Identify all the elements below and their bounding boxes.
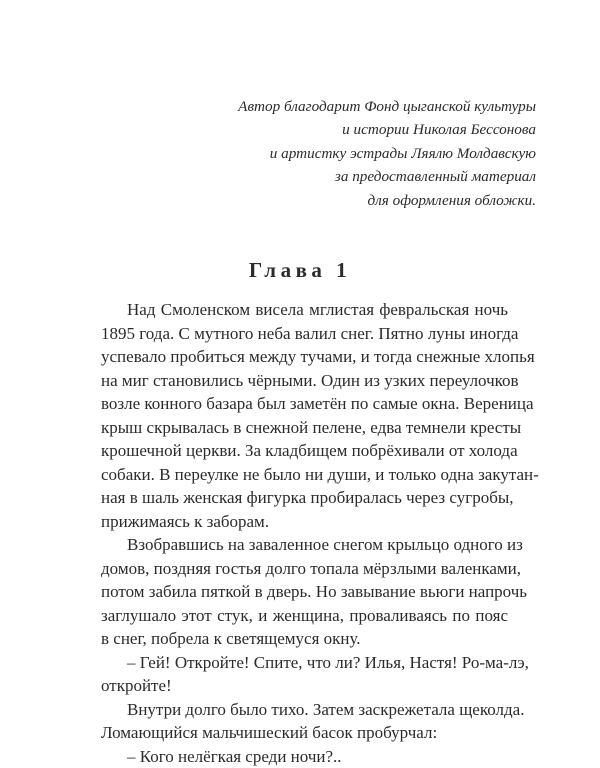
text-line: Над Смоленском висела мглистая февральская ночь [101,298,508,322]
text-line: откройте! [101,674,508,698]
dedication-block [176,95,536,212]
dedication-line: за предоставленный материал [176,165,536,188]
text-line: домов, поздняя гостья долго топала мёрзлыми валенками, [101,557,508,581]
chapter-title: Глава 1 [0,258,600,283]
text-line: собаки. В переулке не было ни души, и только одна закутан- [101,463,508,487]
text-line: – Гей! Откройте! Спите, что ли? Илья, Настя! Ро-ма-лэ, [101,651,508,675]
text-line: крошечной церкви. За кладбищем побрёхивали от холода [101,439,508,463]
text-line: на миг становились чёрными. Один из узких переулочков [101,369,508,393]
dedication-line: и артистку эстрады Ляялю Молдавскую [176,142,536,165]
text-line: возле конного базара был заметён по самые окна. Вереница [101,392,508,416]
text-line: – Кого нелёгкая среди ночи?.. [101,745,508,768]
dedication-line: Автор благодарит Фонд цыганской культуры [176,95,536,118]
paragraph [101,298,508,533]
paragraph [101,533,508,651]
paragraph [101,698,508,745]
text-line: успевало пробиться между тучами, и тогда снежные хлопья [101,345,508,369]
text-line: 1895 года. С мутного неба валил снег. Пятно луны иногда [101,322,508,346]
text-line: крыш скрывалась в снежной пелене, едва темнели кресты [101,416,508,440]
text-line: Внутри долго было тихо. Затем заскрежетала щеколда. [101,698,508,722]
paragraph [101,745,508,768]
text-line: заглушало этот стук, и женщина, проваливаясь по пояс [101,604,508,628]
text-line: в снег, побрела к светящемуся окну. [101,627,508,651]
paragraph [101,651,508,698]
text-line: Ломающийся мальчишеский басок пробурчал: [101,721,508,745]
dedication-line: и истории Николая Бессонова [176,118,536,141]
dedication-line: для оформления обложки. [176,189,536,212]
text-line: Взобравшись на заваленное снегом крыльцо одного из [101,533,508,557]
text-line: потом забила пяткой в дверь. Но завывание вьюги напрочь [101,580,508,604]
text-line: прижимаясь к заборам. [101,510,508,534]
chapter-body [101,298,508,768]
text-line: ная в шаль женская фигурка пробиралась через сугробы, [101,486,508,510]
